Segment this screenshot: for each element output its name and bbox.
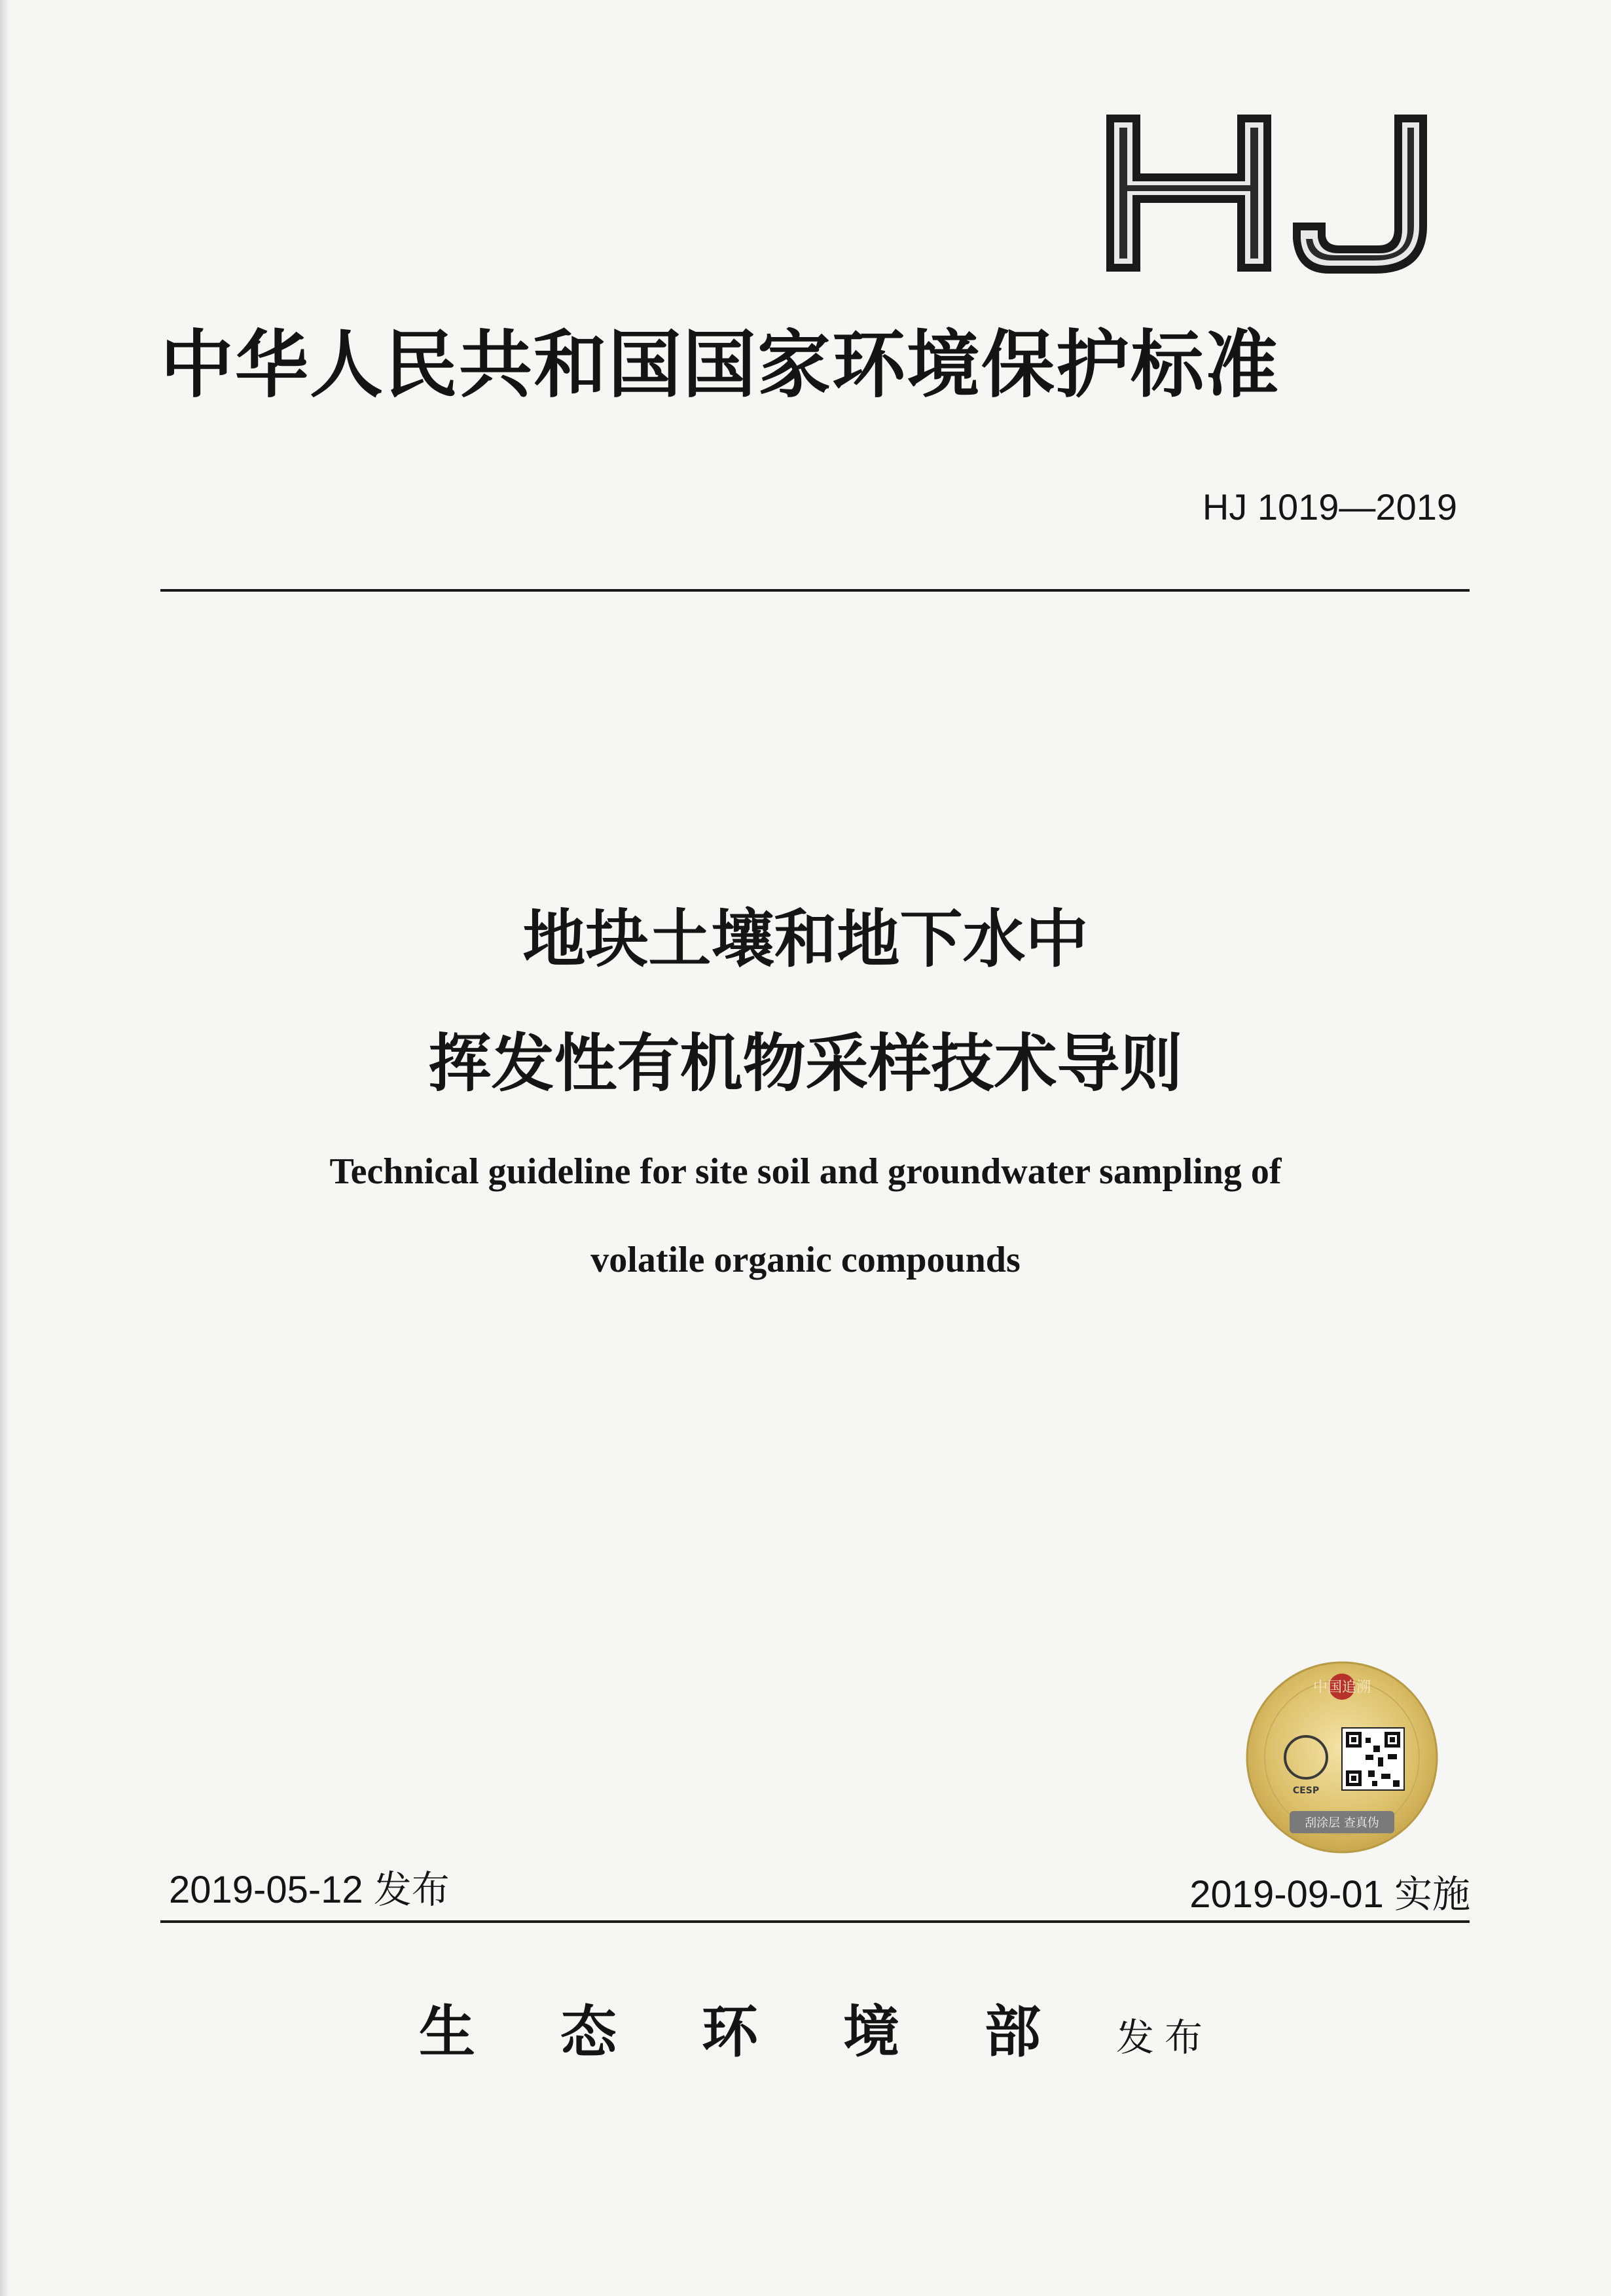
seal-top-text: 中国追溯 [1312, 1679, 1371, 1696]
implementation-date: 2019-09-01 实施 [1189, 1873, 1470, 1916]
chinese-title-line-1: 地块土壤和地下水中 [522, 903, 1089, 976]
hj-logo [1100, 105, 1440, 281]
top-divider [160, 589, 1470, 592]
issue-date: 2019-05-12 发布 [169, 1869, 450, 1911]
seal-small-text: CESP [1292, 1785, 1320, 1796]
chinese-title-line-2: 挥发性有机物采样技术导则 [428, 1027, 1183, 1100]
publisher-name: 生态环境部 [419, 1999, 1126, 2065]
seal-bottom-text: 刮涂层 查真伪 [1305, 1816, 1379, 1830]
publisher-suffix: 发布 [1116, 2015, 1214, 2060]
english-title-line-1: Technical guideline for site soil and groundwater sampling of [329, 1151, 1282, 1192]
standard-number: HJ 1019—2019 [1202, 486, 1457, 528]
bottom-divider [160, 1920, 1470, 1923]
standard-series-title: 中华人民共和国国家环境保护标准 [160, 322, 1280, 408]
english-title-line-2: volatile organic compounds [590, 1240, 1021, 1280]
anti-counterfeit-seal-icon [1244, 1659, 1440, 1856]
